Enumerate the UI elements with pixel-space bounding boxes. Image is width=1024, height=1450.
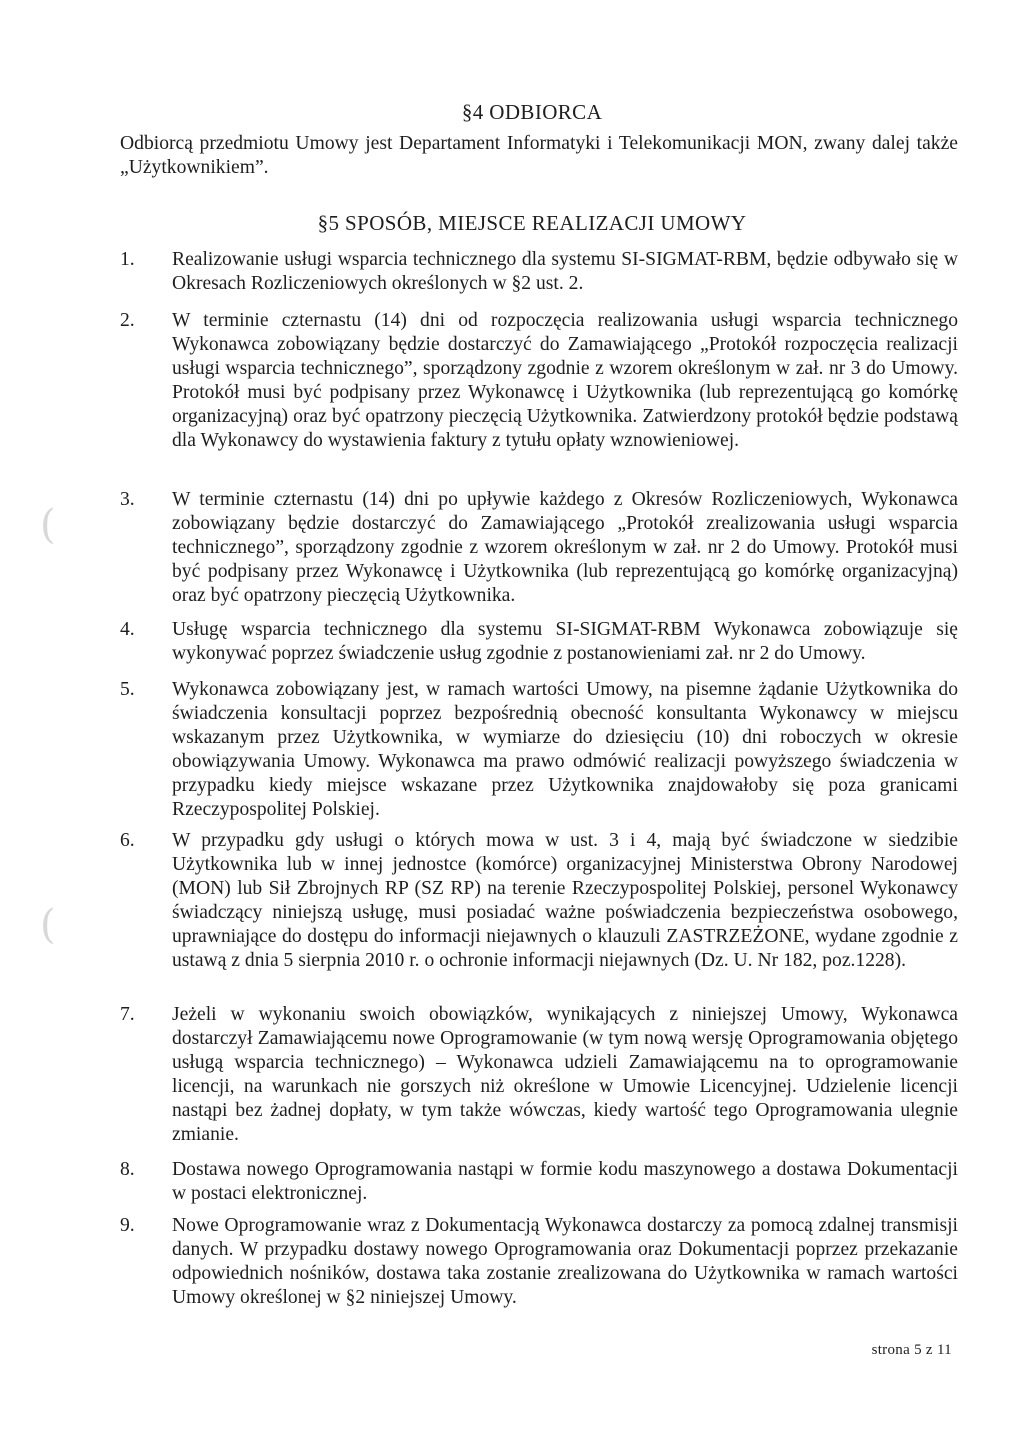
item-number: 3. bbox=[120, 489, 135, 510]
item-text: Realizowanie usługi wsparcia technicznego dla systemu SI-SIGMAT-RBM, będzie odbywało się w Okresach Rozliczeniowych określonych w §2 ust. 2. bbox=[172, 249, 958, 294]
item-number: 4. bbox=[120, 619, 135, 640]
item-text: Wykonawca zobowiązany jest, w ramach wartości Umowy, na pisemne żądanie Użytkownika do świadczenia konsultacji poprzez bezpośrednią obecność konsultanta Wykonawcy w miejscu wskazanym przez Użytkownika, w wymiarze do dziesięciu (10) dni roboczych w okresie obowiązywania Umowy. Wykonawca ma prawo odmówić realizacji powyższego świadczenia w przypadku kiedy miejsce wskazane przez Użytkownika znajdowałoby się poza granicami Rzeczypospolitej Polskiej. bbox=[172, 679, 958, 820]
item-text: Dostawa nowego Oprogramowania nastąpi w formie kodu maszynowego a dostawa Dokumentacji w postaci elektronicznej. bbox=[172, 1159, 958, 1204]
item-number: 5. bbox=[120, 679, 135, 700]
item-text: W terminie czternastu (14) dni od rozpoczęcia realizowania usługi wsparcia technicznego Wykonawca zobowiązany będzie dostarczyć do Zamawiającego „Protokół rozpoczęcia realizacji usługi wsparcia technicznego”, sporządzony zgodnie z wzorem określonym w zał. nr 3 do Umowy. Protokół musi być podpisany przez Wykonawcę i Użytkownika (lub reprezentującą go komórkę organizacyjną) oraz być opatrzony pieczęcią Użytkownika. Zatwierdzony protokół będzie podstawą dla Wykonawcy do wystawienia faktury z tytułu opłaty wznowieniowej. bbox=[172, 310, 958, 451]
item-number: 2. bbox=[120, 310, 135, 331]
item-number: 7. bbox=[120, 1004, 135, 1025]
item-number: 6. bbox=[120, 830, 135, 851]
item-text: Usługę wsparcia technicznego dla systemu SI-SIGMAT-RBM Wykonawca zobowiązuje się wykonywać poprzez świadczenie usług zgodnie z postanowieniami zał. nr 2 do Umowy. bbox=[172, 619, 958, 664]
item-text: W przypadku gdy usługi o których mowa w ust. 3 i 4, mają być świadczone w siedzibie Użytkownika lub w innej jednostce (komórce) organizacyjnej Ministerstwa Obrony Narodowej (MON) lub Sił Zbrojnych RP (SZ RP) na terenie Rzeczypospolitej Polskiej, personel Wykonawcy świadczący niniejszą usługę, musi posiadać ważne poświadczenia bezpieczeństwa osobowego, uprawniające do dostępu do informacji niejawnych o klauzuli ZASTRZEŻONE, wydane zgodnie z ustawą z dnia 5 sierpnia 2010 r. o ochronie informacji niejawnych (Dz. U. Nr 182, poz.1228). bbox=[172, 830, 958, 971]
item-number: 8. bbox=[120, 1159, 135, 1180]
section-4-heading: §4 ODBIORCA bbox=[461, 100, 603, 124]
item-text: W terminie czternastu (14) dni po upływie każdego z Okresów Rozliczeniowych, Wykonawca zobowiązany będzie dostarczyć do Zamawiającego „Protokół zrealizowania usługi wsparcia technicznego”, sporządzony zgodnie z wzorem określonym w zał. nr 2 do Umowy. Protokół musi być podpisany przez Wykonawcę i Użytkownika (lub reprezentującą go komórkę organizacyjną) oraz być opatrzony pieczęcią Użytkownika. bbox=[172, 489, 958, 606]
section-4-text: Odbiorcą przedmiotu Umowy jest Departament Informatyki i Telekomunikacji MON, zwany dalej także „Użytkownikiem”. bbox=[120, 133, 958, 178]
page-number: strona 5 z 11 bbox=[871, 1342, 952, 1358]
item-number: 9. bbox=[120, 1215, 135, 1236]
item-text: Nowe Oprogramowanie wraz z Dokumentacją Wykonawca dostarczy za pomocą zdalnej transmisji danych. W przypadku dostawy nowego Oprogramowania oraz Dokumentacji poprzez przekazanie odpowiednich nośników, dostawa taka zostanie zrealizowana do Użytkownika w ramach wartości Umowy określonej w §2 niniejszej Umowy. bbox=[172, 1215, 958, 1308]
scan-mark: ( bbox=[40, 902, 56, 948]
item-text: Jeżeli w wykonaniu swoich obowiązków, wynikających z niniejszej Umowy, Wykonawca dostarczył Zamawiającemu nowe Oprogramowanie (w tym nową wersję Oprogramowania objętego usługą wsparcia technicznego) – Wykonawca udzieli Zamawiającemu na to oprogramowanie licencji, na warunkach nie gorszych niż określone w Umowie Licencyjnej. Udzielenie licencji nastąpi bez żadnej dopłaty, w tym także wówczas, kiedy wartość tego Oprogramowania ulegnie zmianie. bbox=[172, 1004, 958, 1145]
section-5-heading: §5 SPOSÓB, MIEJSCE REALIZACJI UMOWY bbox=[317, 211, 747, 235]
scan-mark: ( bbox=[40, 502, 56, 548]
item-number: 1. bbox=[120, 249, 135, 270]
